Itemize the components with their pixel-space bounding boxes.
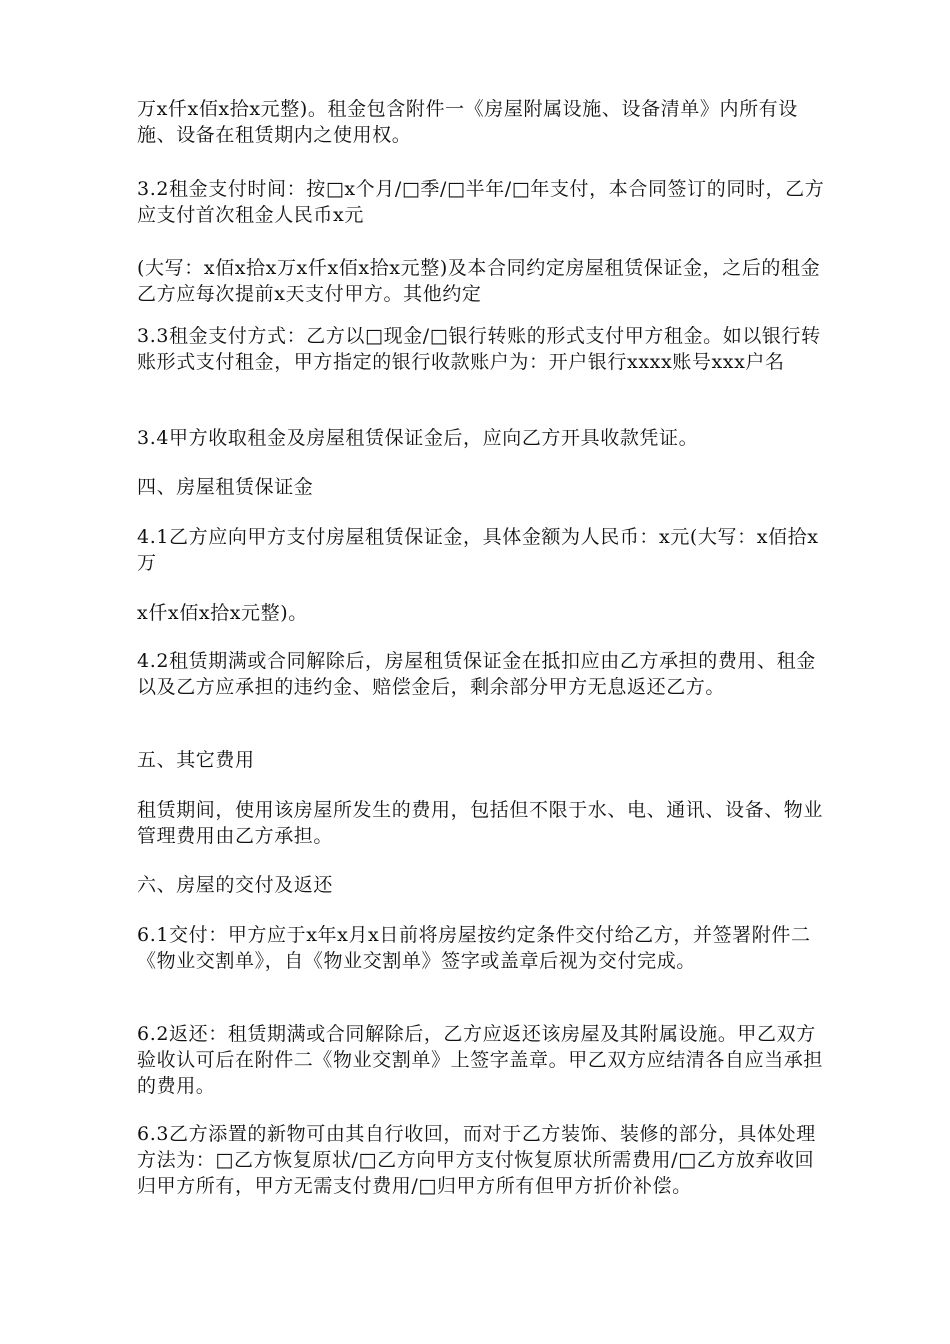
paragraph-6-1: 6.1交付：甲方应于x年x月x日前将房屋按约定条件交付给乙方，并签署附件二《物业交割单》，自《物业交割单》签字或盖章后视为交付完成。 — [137, 924, 811, 972]
paragraph-4-2: 4.2租赁期满或合同解除后，房屋租赁保证金在抵扣应由乙方承担的费用、租金以及乙方应承担的违约金、赔偿金后，剩余部分甲方无息返还乙方。 — [137, 650, 816, 698]
paragraph-3-2: 3.2租金支付时间：按□x个月/□季/□半年/□年支付，本合同签订的同时，乙方应支付首次租金人民币x元 — [137, 178, 825, 226]
section-heading-5: 五、其它费用 — [137, 749, 255, 771]
paragraph-6-2: 6.2返还：租赁期满或合同解除后，乙方应返还该房屋及其附属设施。甲乙双方验收认可后在附件二《物业交割单》上签字盖章。甲乙双方应结清各自应当承担的费用。 — [137, 1023, 824, 1097]
paragraph-rent-amount-cont: 万x仟x佰x拾x元整)。租金包含附件一《房屋附属设施、设备清单》内所有设施、设备在租赁期内之使用权。 — [137, 98, 798, 146]
paragraph-4-1-cont: x仟x佰x拾x元整)。 — [137, 602, 308, 624]
section-heading-6: 六、房屋的交付及返还 — [137, 874, 334, 896]
paragraph-4-1: 4.1乙方应向甲方支付房屋租赁保证金，具体金额为人民币：x元(大写：x佰拾x万 — [137, 526, 819, 574]
paragraph-3-4: 3.4甲方收取租金及房屋租赁保证金后，应向乙方开具收款凭证。 — [137, 427, 699, 449]
paragraph-6-3: 6.3乙方添置的新物可由其自行收回，而对于乙方装饰、装修的部分，具体处理方法为：□乙方恢复原状/□乙方向甲方支付恢复原状所需费用/□乙方放弃收回归甲方所有，甲方无需支付费用/□归甲方所有但甲方折价补偿。 — [137, 1123, 816, 1197]
paragraph-3-2-cont: (大写：x佰x拾x万x仟x佰x拾x元整)及本合同约定房屋租赁保证金，之后的租金乙方应每次提前x天支付甲方。其他约定 — [137, 257, 821, 305]
section-heading-4: 四、房屋租赁保证金 — [137, 476, 314, 498]
paragraph-other-fees: 租赁期间，使用该房屋所发生的费用，包括但不限于水、电、通讯、设备、物业管理费用由乙方承担。 — [137, 799, 824, 847]
paragraph-3-3: 3.3租金支付方式：乙方以□现金/□银行转账的形式支付甲方租金。如以银行转账形式支付租金，甲方指定的银行收款账户为：开户银行xxxx账号xxx户名 — [137, 325, 821, 373]
